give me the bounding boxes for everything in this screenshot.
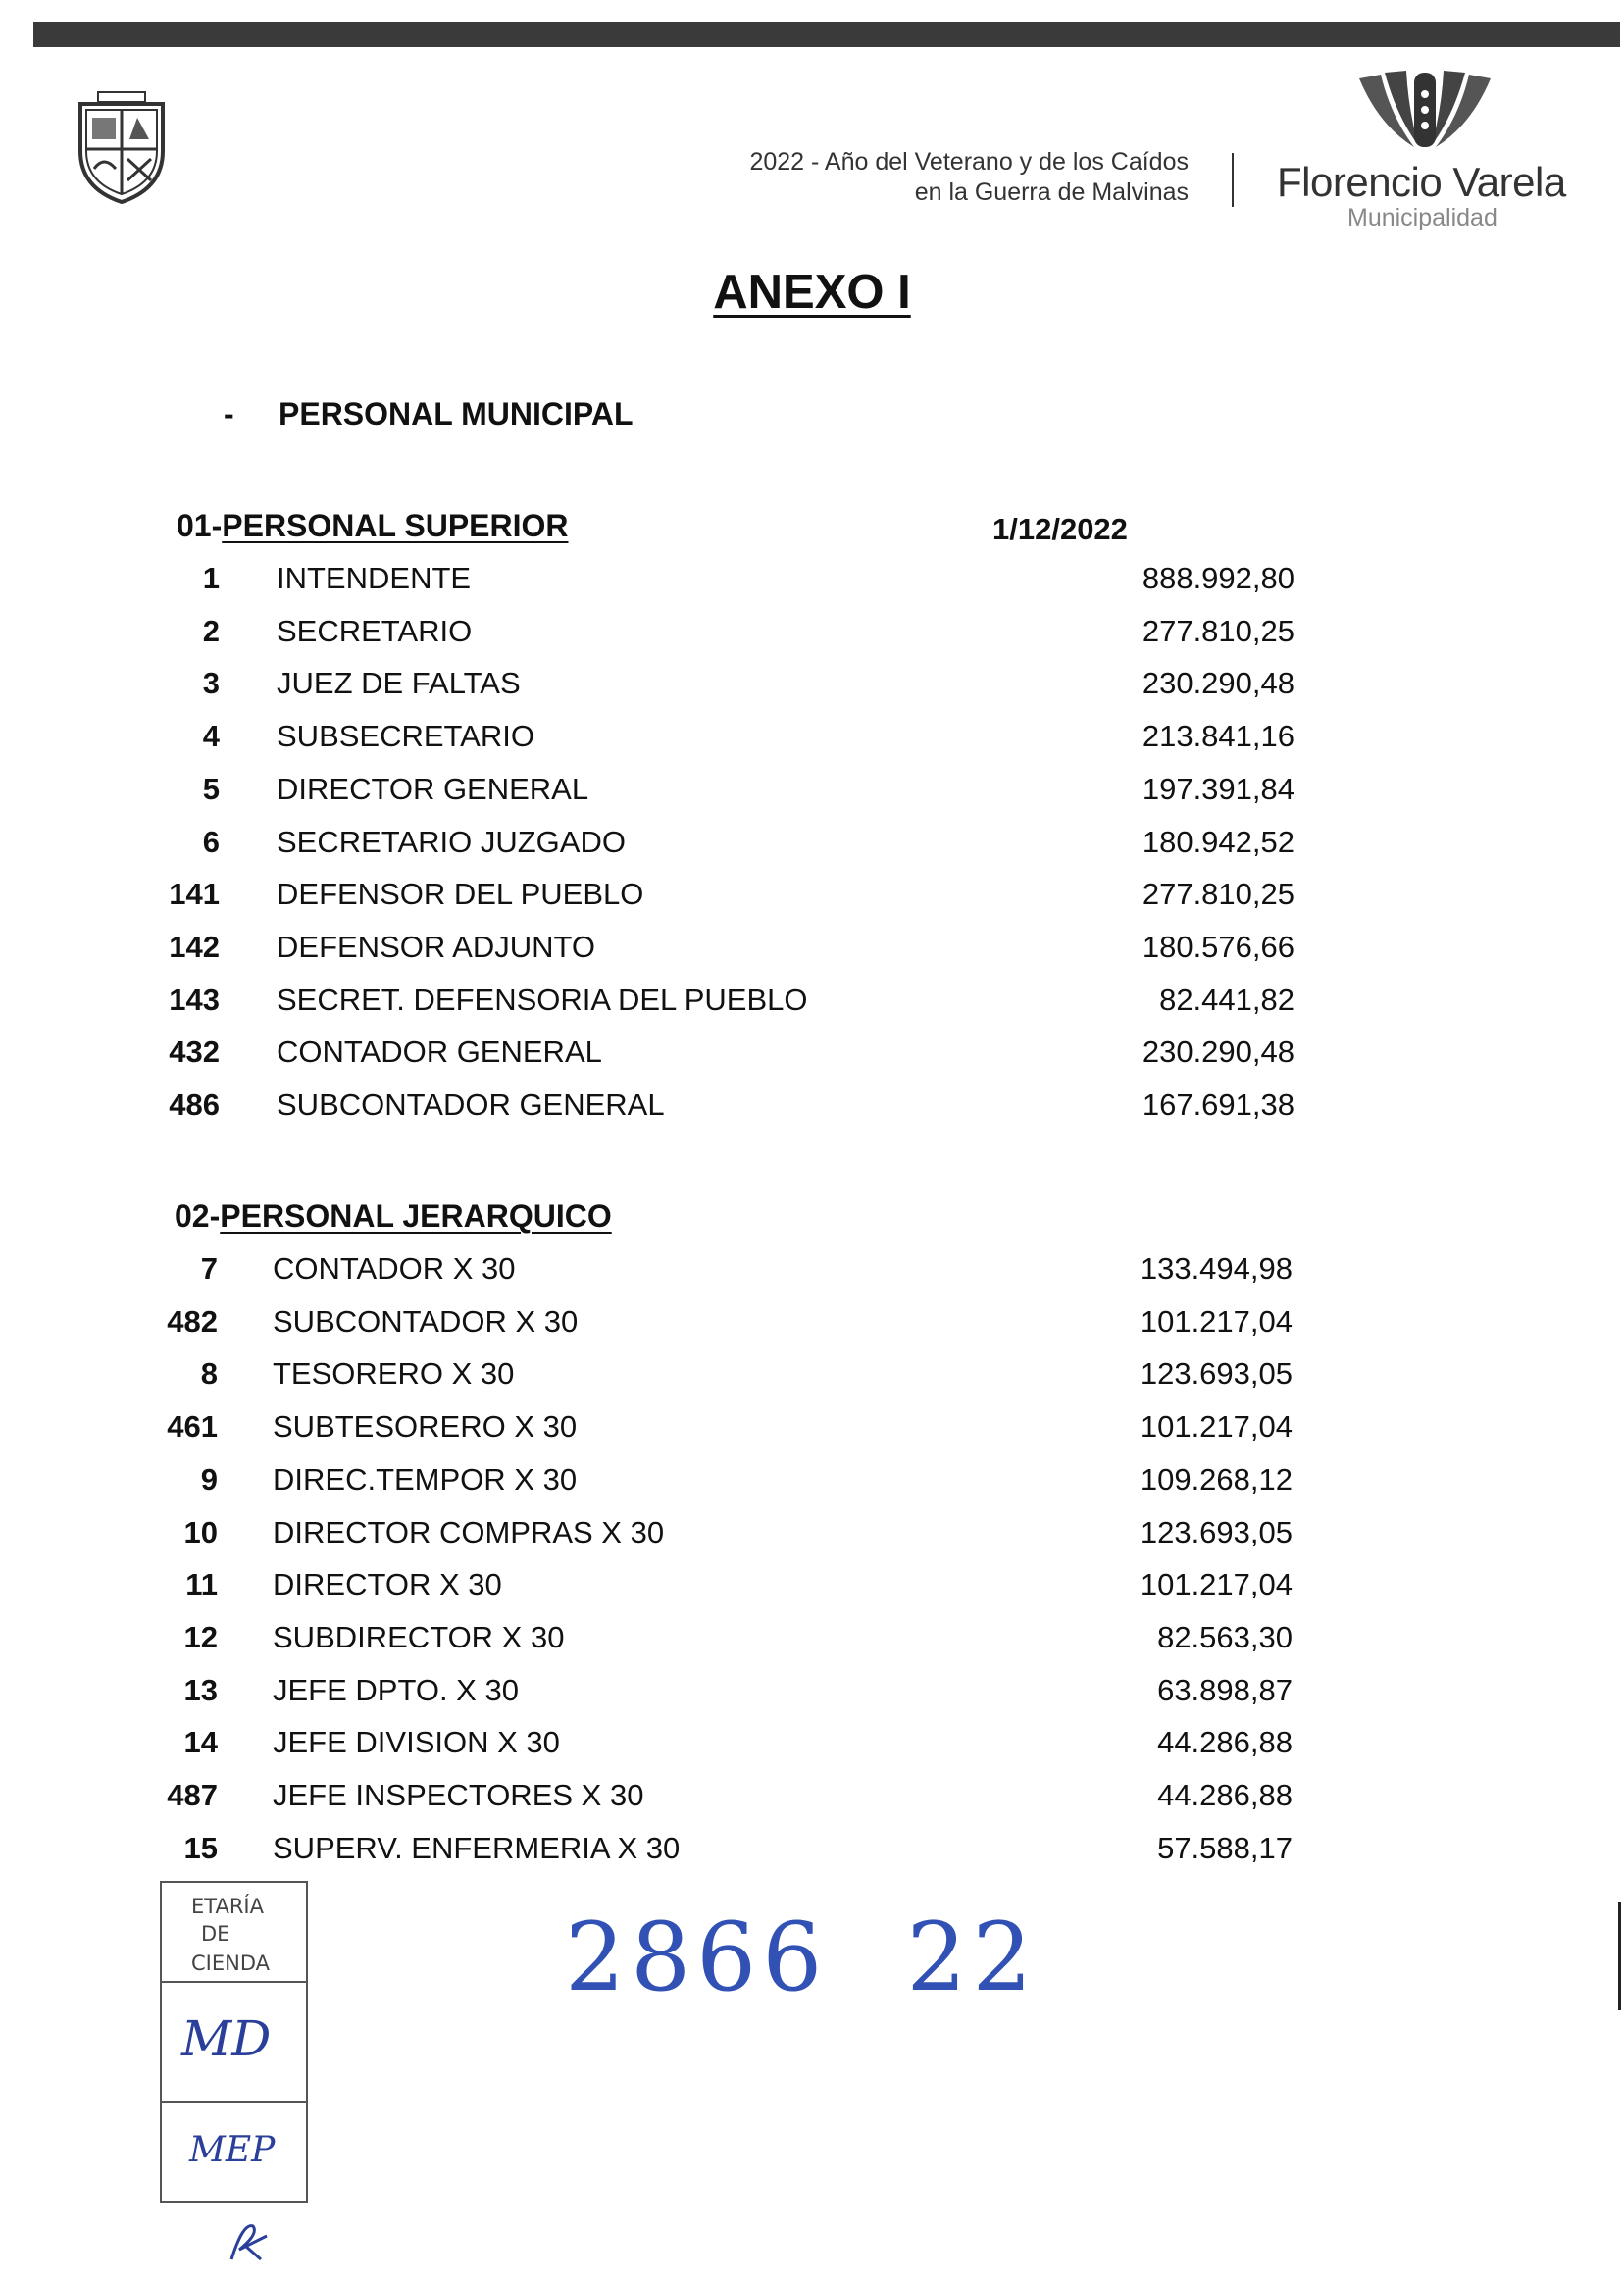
- row-position-name: SUBDIRECTOR X 30: [273, 1619, 565, 1654]
- table-row: [157, 1831, 1334, 1870]
- table-row: [157, 1304, 1334, 1343]
- row-position-name: JEFE DPTO. X 30: [273, 1672, 519, 1707]
- row-code: 12: [183, 1619, 218, 1654]
- row-code: 11: [185, 1567, 218, 1602]
- row-amount: 180.942,52: [1142, 824, 1294, 859]
- brand-name: Florencio Varela: [1277, 159, 1566, 205]
- file-number-stamp: 2866 22: [565, 1902, 1039, 2012]
- row-position-name: JEFE INSPECTORES X 30: [273, 1778, 644, 1812]
- row-code: 5: [202, 771, 220, 806]
- document-title: ANEXO I: [713, 266, 911, 319]
- row-amount: 101.217,04: [1140, 1567, 1293, 1602]
- row-position-name: DEFENSOR DEL PUEBLO: [277, 877, 644, 912]
- row-code: 461: [167, 1409, 218, 1444]
- coat-of-arms-icon: [76, 90, 167, 204]
- row-position-name: JEFE DIVISION X 30: [273, 1725, 560, 1760]
- row-amount: 888.992,80: [1142, 561, 1294, 595]
- brand-subtitle: Municipalidad: [1347, 204, 1497, 231]
- row-position-name: SECRETARIO: [277, 613, 473, 648]
- table-row: [157, 1778, 1334, 1817]
- table-row: [157, 1251, 1334, 1291]
- row-amount: 133.494,98: [1140, 1251, 1293, 1286]
- table-row: [157, 1409, 1334, 1448]
- table-row: [159, 1035, 1336, 1074]
- table-row: [157, 1725, 1334, 1764]
- row-code: 1: [202, 561, 220, 595]
- table-row: [159, 825, 1336, 864]
- date-column-header: 1/12/2022: [992, 512, 1128, 546]
- row-amount: 101.217,04: [1140, 1409, 1293, 1444]
- table-row: [159, 614, 1336, 653]
- row-position-name: SUBCONTADOR GENERAL: [277, 1088, 665, 1122]
- row-amount: 82.441,82: [1159, 982, 1294, 1017]
- row-code: 7: [200, 1251, 218, 1286]
- row-position-name: SUBCONTADOR X 30: [273, 1303, 579, 1339]
- table-row: [159, 772, 1336, 811]
- row-amount: 230.290,48: [1142, 666, 1294, 701]
- table-row: [157, 1515, 1334, 1554]
- row-position-name: SECRET. DEFENSORIA DEL PUEBLO: [277, 982, 808, 1017]
- row-position-name: JUEZ DE FALTAS: [277, 666, 521, 701]
- row-code: 8: [200, 1356, 218, 1392]
- table-row: [157, 1673, 1334, 1712]
- row-code: 487: [167, 1778, 218, 1812]
- row-amount: 101.217,04: [1140, 1303, 1293, 1339]
- row-position-name: DIREC.TEMPOR X 30: [273, 1461, 578, 1496]
- row-amount: 82.563,30: [1157, 1619, 1293, 1654]
- row-code: 486: [169, 1088, 220, 1122]
- row-amount: 213.841,16: [1142, 719, 1294, 754]
- row-position-name: DEFENSOR ADJUNTO: [277, 929, 595, 964]
- row-amount: 197.391,84: [1142, 771, 1294, 806]
- signature-mark-icon: [226, 2216, 275, 2265]
- row-amount: 277.810,25: [1142, 877, 1294, 912]
- row-amount: 277.810,25: [1142, 613, 1294, 648]
- section-heading-superior: 01-PERSONAL SUPERIOR: [177, 508, 569, 543]
- row-code: 3: [202, 666, 220, 701]
- row-code: 9: [200, 1461, 218, 1496]
- row-code: 6: [202, 824, 220, 859]
- row-amount: 109.268,12: [1140, 1461, 1293, 1496]
- personal-municipal-heading: - PERSONAL MUNICIPAL: [224, 396, 634, 431]
- table-row: [159, 877, 1336, 916]
- row-amount: 230.290,48: [1142, 1035, 1294, 1070]
- table-row: [157, 1462, 1334, 1501]
- row-code: 10: [183, 1514, 218, 1549]
- row-code: 14: [183, 1725, 218, 1760]
- row-amount: 180.576,66: [1142, 929, 1294, 964]
- florencio-varela-logo-icon: [1351, 69, 1498, 167]
- row-code: 2: [202, 613, 220, 648]
- row-position-name: INTENDENTE: [277, 561, 472, 595]
- row-amount: 63.898,87: [1157, 1672, 1293, 1707]
- row-position-name: SUPERV. ENFERMERIA X 30: [273, 1830, 681, 1865]
- row-position-name: DIRECTOR GENERAL: [277, 771, 589, 806]
- scan-edge-mark: [1618, 1902, 1621, 2010]
- approval-stamp: ETARÍA DE CIENDA MD MEP: [160, 1881, 308, 2203]
- year-motto: 2022 - Año del Veterano y de los Caídos en la Guerra de Malvinas: [749, 148, 1189, 206]
- table-row: [157, 1356, 1334, 1395]
- row-amount: 57.588,17: [1157, 1830, 1293, 1865]
- row-amount: 123.693,05: [1140, 1356, 1293, 1392]
- header-divider: [1232, 153, 1234, 207]
- handwritten-initials: MD: [181, 2010, 272, 2067]
- table-row: [159, 719, 1336, 758]
- table-row: [157, 1567, 1334, 1606]
- row-position-name: CONTADOR X 30: [273, 1251, 516, 1286]
- row-position-name: TESORERO X 30: [273, 1356, 515, 1392]
- row-amount: 123.693,05: [1140, 1514, 1293, 1549]
- row-position-name: SUBTESORERO X 30: [273, 1409, 578, 1444]
- row-amount: 167.691,38: [1142, 1088, 1294, 1122]
- row-position-name: SECRETARIO JUZGADO: [277, 824, 626, 859]
- row-code: 4: [202, 719, 220, 754]
- row-code: 13: [183, 1672, 218, 1707]
- table-row: [159, 666, 1336, 705]
- handwritten-initials: MEP: [189, 2130, 276, 2170]
- row-amount: 44.286,88: [1157, 1778, 1293, 1812]
- table-row: [157, 1620, 1334, 1659]
- row-position-name: SUBSECRETARIO: [277, 719, 534, 754]
- row-code: 15: [183, 1830, 218, 1865]
- row-code: 482: [167, 1303, 218, 1339]
- row-amount: 44.286,88: [1157, 1725, 1293, 1760]
- table-row: [159, 561, 1336, 600]
- row-code: 142: [169, 929, 220, 964]
- table-row: [159, 930, 1336, 969]
- row-code: 143: [169, 982, 220, 1017]
- table-row: [159, 1088, 1336, 1127]
- row-position-name: CONTADOR GENERAL: [277, 1035, 602, 1070]
- table-row: [159, 983, 1336, 1022]
- row-code: 432: [169, 1035, 220, 1070]
- scan-top-border: [33, 22, 1620, 47]
- row-position-name: DIRECTOR COMPRAS X 30: [273, 1514, 665, 1549]
- row-code: 141: [169, 877, 220, 912]
- row-position-name: DIRECTOR X 30: [273, 1567, 502, 1602]
- section-heading-jerarquico: 02-PERSONAL JERARQUICO: [175, 1198, 612, 1234]
